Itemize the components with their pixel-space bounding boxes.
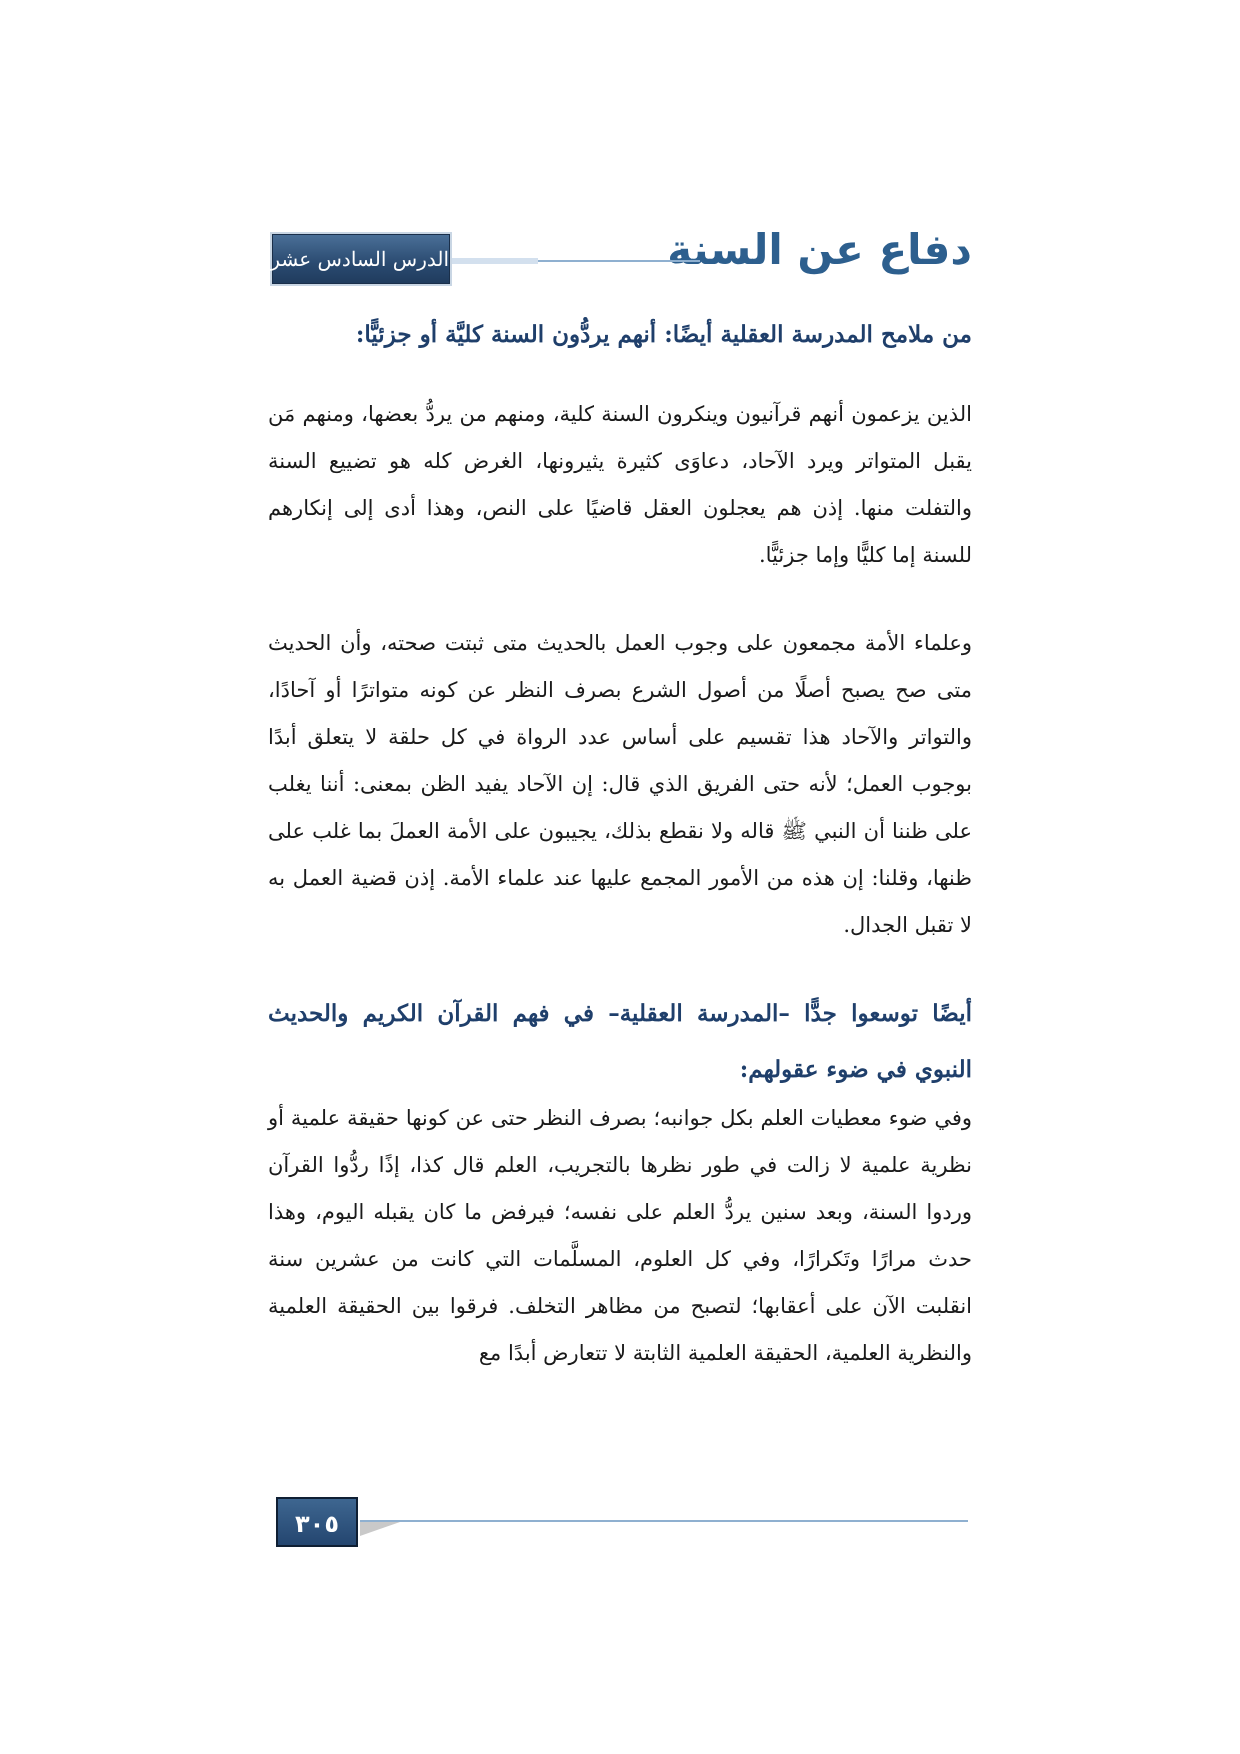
book-title: دفاع عن السنة — [667, 225, 972, 274]
body-paragraph: الذين يزعمون أنهم قرآنيون وينكرون السنة كلية، ومنهم من يردُّ بعضها، ومنهم مَن يقبل المتواتر ويرد الآحاد، دعاوَى كثيرة يثيرونها، الغرض كله هو تضييع السنة والتفلت منها. إذن هم يعجلون العقل قاضيًا على النص، وهذا أدى إلى إنكارهم للسنة إما كليًّا وإما جزئيًّا. — [268, 402, 972, 567]
body-paragraph: وعلماء الأمة مجمعون على وجوب العمل بالحديث متى ثبتت صحته، وأن الحديث متى صح يصبح أصلًا من أصول الشرع بصرف النظر عن كونه متواترًا أو آحادًا، والتواتر والآحاد هذا تقسيم على أساس عدد الرواة في كل حلقة لا يتعلق أبدًا بوجوب العمل؛ لأنه حتى الفريق الذي قال: إن الآحاد يفيد الظن بمعنى: أننا يغلب على ظننا أن النبي ﷺ قاله ولا نقطع بذلك، يجيبون على الأمة العملَ بما غلب على ظنها، وقلنا: إن هذه من الأمور المجمع عليها عند علماء الأمة. إذن قضية العمل به لا تقبل الجدال. — [268, 631, 972, 937]
page-header — [272, 222, 972, 288]
header-divider-fade — [448, 258, 538, 264]
section-heading: من ملامح المدرسة العقلية أيضًا: أنهم يردُّون السنة كليَّة أو جزئيًّا: — [355, 321, 972, 348]
page-number: ٣٠٥ — [276, 1497, 358, 1547]
lesson-badge: الدرس السادس عشر — [272, 234, 450, 284]
footer-divider-fade — [360, 1522, 400, 1536]
body-paragraph: وفي ضوء معطيات العلم بكل جوانبه؛ بصرف النظر حتى عن كونها حقيقة علمية أو نظرية علمية لا زالت في طور نظرها بالتجريب، العلم قال كذا، إذًا ردُّوا القرآن وردوا السنة، وبعد سنين يردُّ العلم على نفسه؛ فيرفض ما كان يقبله اليوم، وهذا حدث مرارًا وتَكرارًا، وفي كل العلوم، المسلَّمات التي كانت من عشرين سنة انقلبت الآن على أعقابها؛ لتصبح من مظاهر التخلف. فرقوا بين الحقيقة العلمية والنظرية العلمية، الحقيقة العلمية الثابتة لا تتعارض أبدًا مع — [268, 1106, 972, 1365]
footer-divider — [360, 1520, 968, 1522]
section-heading: أيضًا توسعوا جدًّا –المدرسة العقلية– في فهم القرآن الكريم والحديث النبوي في ضوء عقولهم: — [268, 1000, 972, 1083]
